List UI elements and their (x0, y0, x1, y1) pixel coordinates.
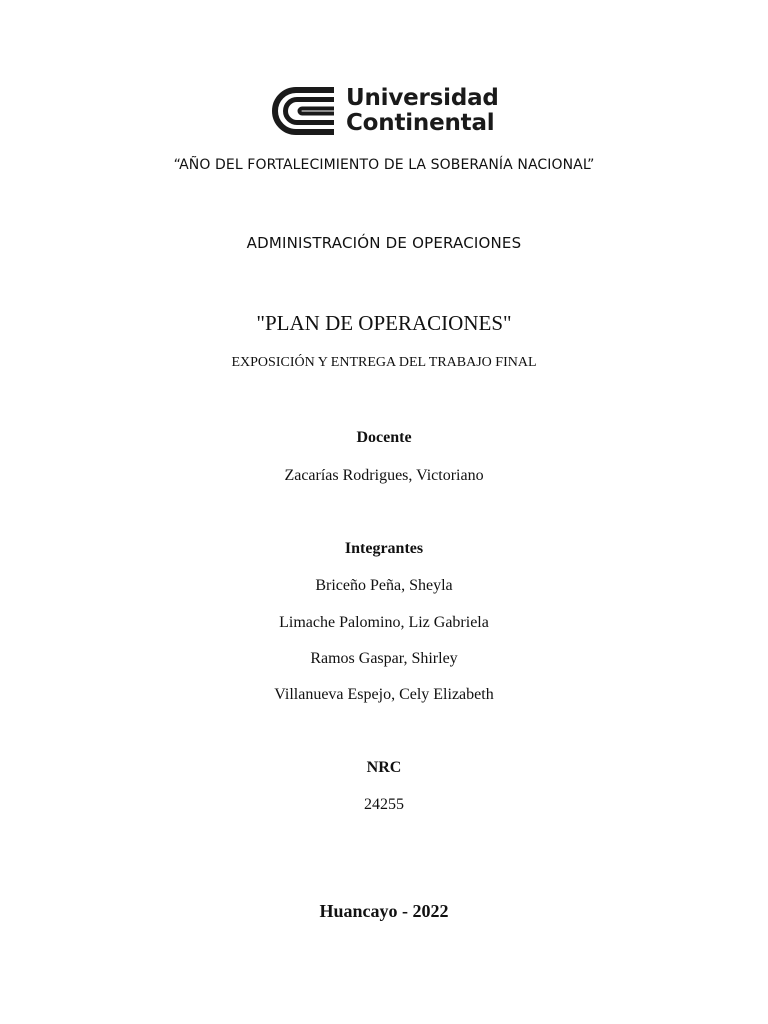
member-name: Ramos Gaspar, Shirley (310, 650, 458, 667)
logo-line-2: Continental (346, 110, 495, 136)
course-name: ADMINISTRACIÓN DE OPERACIONES (246, 234, 522, 252)
members-label: Integrantes (344, 540, 424, 557)
nrc-value: 24255 (364, 796, 404, 813)
place-and-year: Huancayo - 2022 (319, 901, 449, 921)
logo-line-1: Universidad (346, 85, 499, 111)
year-motto: “AÑO DEL FORTALECIMIENTO DE LA SOBERANÍA NACIONAL” (173, 157, 595, 173)
member-name: Limache Palomino, Liz Gabriela (279, 614, 489, 631)
document-subtitle: EXPOSICIÓN Y ENTREGA DEL TRABAJO FINAL (231, 355, 537, 370)
member-name: Villanueva Espejo, Cely Elizabeth (274, 686, 494, 703)
member-name: Briceño Peña, Sheyla (315, 577, 453, 594)
teacher-name: Zacarías Rodrigues, Victoriano (284, 467, 484, 484)
continental-c-logo-icon (270, 86, 336, 136)
university-logo (270, 86, 510, 138)
document-title: "PLAN DE OPERACIONES" (256, 311, 512, 335)
nrc-label: NRC (366, 759, 402, 776)
teacher-label: Docente (356, 429, 412, 446)
university-name (346, 86, 499, 136)
